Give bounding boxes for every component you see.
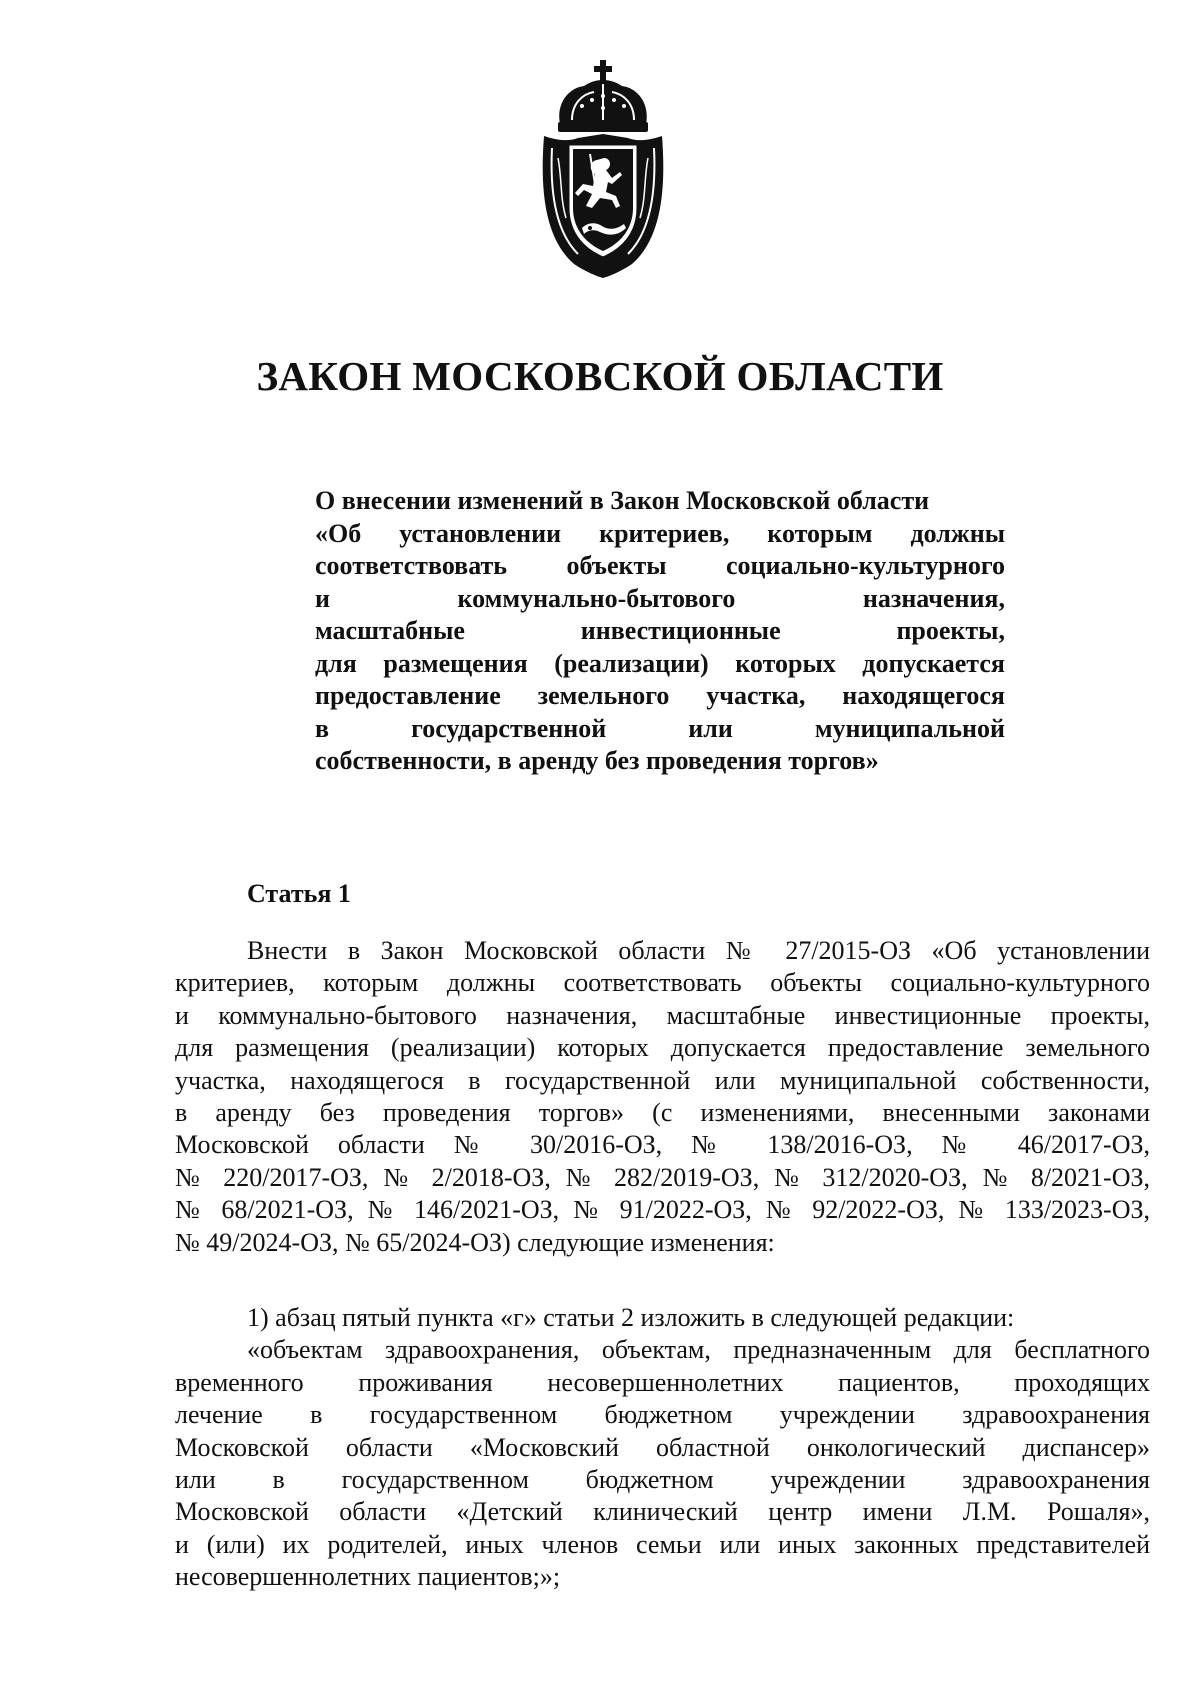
subject-line: масштабные инвестиционные проекты,: [315, 616, 1005, 645]
article-item: [175, 1302, 1150, 1594]
item-line: или в государственном бюджетном учреждении здравоохранения: [175, 1465, 1150, 1495]
paragraph-line: № 68/2021-ОЗ, № 146/2021-ОЗ, № 91/2022-ОЗ, № 92/2022-ОЗ, № 133/2023-ОЗ,: [175, 1195, 1150, 1225]
subject-line: для размещения (реализации) которых допускается: [315, 648, 1005, 678]
article-heading: Статья 1: [247, 879, 351, 908]
law-subject-title: [315, 485, 1005, 778]
paragraph-line: Внести в Закон Московской области № 27/2015-ОЗ «Об установлении: [247, 936, 1150, 965]
item-line: несовершеннолетних пациентов;»;: [175, 1562, 561, 1592]
item-line: временного проживания несовершеннолетних пациентов, проходящих: [175, 1367, 1150, 1397]
paragraph-line: Московской области № 30/2016-ОЗ, № 138/2016-ОЗ, № 46/2017-ОЗ,: [175, 1130, 1150, 1160]
item-line: «объектам здравоохранения, объектам, предназначенным для бесплатного: [247, 1335, 1150, 1365]
item-line: 1) абзац пятый пункта «г» статьи 2 изложить в следующей редакции:: [247, 1303, 1015, 1332]
paragraph-line: для размещения (реализации) которых допускается предоставление земельного: [175, 1033, 1150, 1063]
subject-line: собственности, в аренду без проведения торгов»: [315, 746, 879, 775]
item-line: Московской области «Московский областной онкологический диспансер»: [175, 1432, 1150, 1462]
paragraph-line: и коммунально-бытового назначения, масштабные инвестиционные проекты,: [175, 1000, 1150, 1030]
item-line: Московской области «Детский клинический центр имени Л.М. Рошаля»,: [175, 1497, 1150, 1527]
subject-line: «Об установлении критериев, которым должны: [315, 518, 1005, 548]
coat-of-arms-emblem: [538, 58, 668, 280]
item-line: лечение в государственном бюджетном учреждении здравоохранения: [175, 1400, 1150, 1430]
subject-line: О внесении изменений в Закон Московской области: [315, 486, 930, 515]
paragraph-line: в аренду без проведения торгов» (с изменениями, внесенными законами: [175, 1098, 1150, 1128]
article-paragraph: [175, 935, 1150, 1259]
paragraph-line: критериев, которым должны соответствовать объекты социально-культурного: [175, 968, 1150, 998]
item-line: и (или) их родителей, иных членов семьи или иных законных представителей: [175, 1529, 1150, 1559]
law-title: ЗАКОН МОСКОВСКОЙ ОБЛАСТИ: [256, 353, 944, 399]
paragraph-line: № 49/2024-ОЗ, № 65/2024-ОЗ) следующие изменения:: [175, 1227, 775, 1257]
paragraph-line: № 220/2017-ОЗ, № 2/2018-ОЗ, № 282/2019-ОЗ, № 312/2020-ОЗ, № 8/2021-ОЗ,: [175, 1162, 1150, 1192]
subject-line: в государственной или муниципальной: [315, 713, 1005, 743]
subject-line: соответствовать объекты социально-культурного: [315, 551, 1005, 580]
paragraph-line: участка, находящегося в государственной или муниципальной собственности,: [175, 1065, 1150, 1095]
subject-line: предоставление земельного участка, находящегося: [315, 681, 1005, 710]
subject-line: и коммунально-бытового назначения,: [315, 583, 1005, 613]
